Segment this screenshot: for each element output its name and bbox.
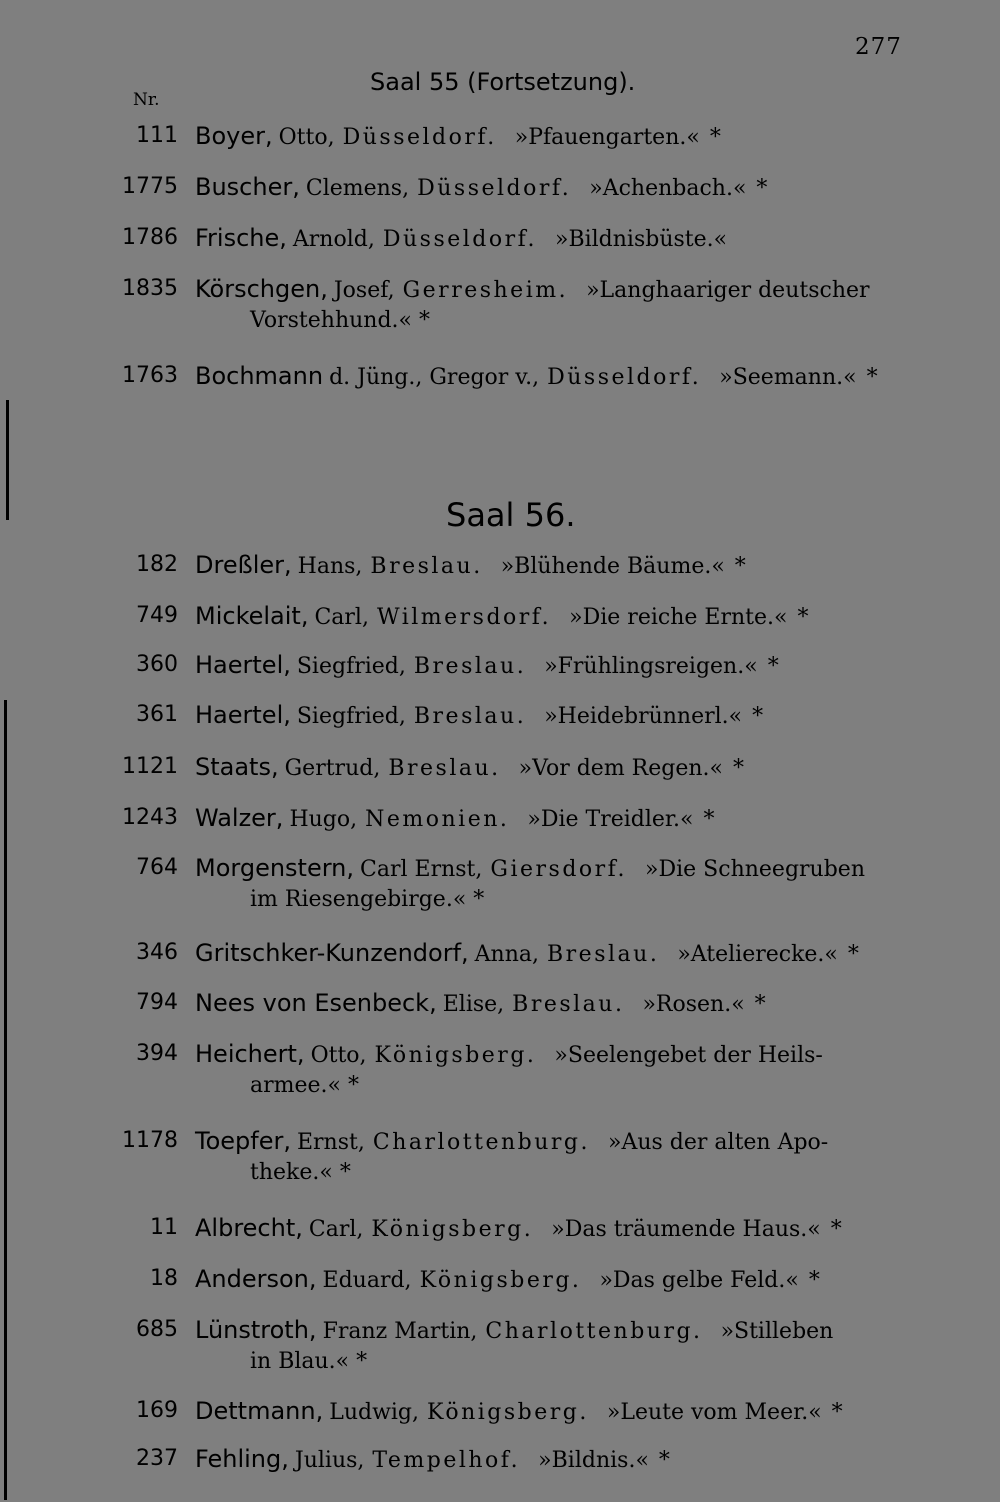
artwork-title: »Heidebrünnerl.« — [544, 704, 743, 729]
artist-first-name: Hans, — [297, 554, 363, 579]
entry-number: 11 — [150, 1215, 178, 1240]
artwork-title: »Leute vom Meer.« — [606, 1400, 822, 1425]
artwork-title: »Atelierecke.« — [677, 942, 838, 967]
artist-first-name: Josef, — [333, 278, 395, 303]
entry-mark: * — [754, 992, 766, 1017]
entry-text — [195, 1444, 905, 1476]
artist-city: Charlottenburg. — [485, 1319, 703, 1344]
artist-city: Breslau. — [413, 704, 527, 729]
artist-name: Bochmann — [195, 362, 324, 390]
artwork-title: »Pfauengarten.« — [514, 125, 700, 150]
entry-continuation: Vorstehhund.« * — [250, 308, 430, 333]
artwork-title: »Langhaariger deutscher — [586, 278, 870, 303]
entry-number: 764 — [136, 855, 178, 880]
entry-number: 1775 — [122, 174, 178, 199]
entry-number: 182 — [136, 552, 178, 577]
artist-city: Wilmersdorf. — [376, 605, 552, 630]
entry-number: 685 — [136, 1317, 178, 1342]
artwork-title: »Rosen.« — [642, 992, 745, 1017]
entry-number: 794 — [136, 990, 178, 1015]
artist-first-name: Carl Ernst, — [360, 857, 483, 882]
artist-city: Breslau. — [413, 654, 527, 679]
entry-text — [195, 1039, 905, 1071]
entry-continuation: im Riesengebirge.« * — [250, 887, 485, 912]
entry-mark: * — [831, 1400, 843, 1425]
entry-text — [195, 172, 905, 204]
artist-first-name: Franz Martin, — [322, 1319, 478, 1344]
entry-text — [195, 853, 905, 885]
artist-first-name: Siegfried, — [296, 704, 406, 729]
artwork-title: »Blühende Bäume.« — [500, 554, 725, 579]
entry-text — [195, 700, 905, 732]
artist-city: Düsseldorf. — [342, 125, 497, 150]
artwork-title: »Seelengebet der Heils- — [554, 1043, 823, 1068]
entry-text — [195, 550, 905, 582]
artwork-title: »Vor dem Regen.« — [518, 756, 723, 781]
entry-mark: * — [658, 1448, 670, 1473]
artist-name: Staats, — [195, 753, 279, 781]
entry-continuation: in Blau.« * — [250, 1349, 368, 1374]
entry-mark: * — [733, 756, 744, 781]
artwork-title: »Frühlingsreigen.« — [544, 654, 758, 679]
artist-name: Heichert, — [195, 1040, 305, 1068]
entry-mark: * — [734, 554, 746, 579]
artist-city: Breslau. — [388, 756, 501, 781]
entry-number: 1763 — [122, 363, 178, 388]
section-heading-saal-56: Saal 56. — [446, 496, 576, 534]
artist-first-name: Arnold, — [292, 227, 375, 252]
artist-name: Mickelait, — [195, 602, 309, 630]
artist-city: Königsberg. — [374, 1043, 537, 1068]
artist-name: Dettmann, — [195, 1397, 324, 1425]
artist-first-name: Julius, — [294, 1448, 365, 1473]
entry-number: 1178 — [122, 1128, 178, 1153]
artwork-title: »Die reiche Ernte.« — [569, 605, 788, 630]
entry-mark: * — [847, 942, 859, 967]
entry-text — [195, 938, 905, 970]
artist-name: Frische, — [195, 224, 287, 252]
artist-city: Königsberg. — [427, 1400, 589, 1425]
artist-first-name: Ludwig, — [329, 1400, 420, 1425]
entry-number: 749 — [136, 603, 178, 628]
artist-name: Walzer, — [195, 804, 284, 832]
artist-city: Königsberg. — [419, 1268, 582, 1293]
artist-city: Breslau. — [547, 942, 660, 967]
artist-name: Albrecht, — [195, 1214, 303, 1242]
artist-first-name: Carl, — [314, 605, 369, 630]
artist-first-name: Gertrud, — [284, 756, 381, 781]
artist-name: Körschgen, — [195, 275, 328, 303]
entry-number: 111 — [136, 123, 178, 148]
artist-city: Breslau. — [370, 554, 483, 579]
artist-first-name: Siegfried, — [296, 654, 406, 679]
entry-number: 1835 — [122, 276, 178, 301]
entry-text — [195, 988, 905, 1020]
artist-name: Lünstroth, — [195, 1316, 317, 1344]
entry-mark: * — [808, 1268, 820, 1293]
artist-name: Haertel, — [195, 651, 291, 679]
entry-number: 361 — [136, 702, 178, 727]
artist-city: Düsseldorf. — [417, 176, 572, 201]
artist-city: Breslau. — [512, 992, 625, 1017]
entry-mark: * — [830, 1217, 842, 1242]
artwork-title: »Bildnis.« — [538, 1448, 649, 1473]
artwork-title: »Achenbach.« — [589, 176, 747, 201]
entry-text — [195, 752, 905, 784]
entry-number: 394 — [136, 1041, 178, 1066]
artist-name: Fehling, — [195, 1445, 289, 1473]
artist-first-name: Hugo, — [289, 807, 358, 832]
artwork-title: »Die Schneegruben — [645, 857, 865, 882]
artist-first-name: Eduard, — [322, 1268, 412, 1293]
entry-text — [195, 223, 905, 255]
artist-city: Giersdorf. — [490, 857, 628, 882]
entry-text — [195, 650, 905, 682]
entry-number: 1243 — [122, 805, 178, 830]
artist-name: Buscher, — [195, 173, 300, 201]
artist-name: Morgenstern, — [195, 854, 355, 882]
entry-text — [195, 1213, 905, 1245]
section-heading-saal-55: Saal 55 (Fortsetzung). — [370, 68, 636, 96]
entry-text — [195, 121, 905, 153]
entry-mark: * — [703, 807, 715, 832]
artist-first-name: Clemens, — [305, 176, 410, 201]
artist-first-name: d. Jüng., Gregor v., — [329, 365, 540, 390]
artist-city: Düsseldorf. — [547, 365, 702, 390]
entry-text — [195, 601, 905, 633]
entry-mark: * — [866, 365, 878, 390]
artwork-title: »Stilleben — [720, 1319, 834, 1344]
entry-continuation: armee.« * — [250, 1073, 359, 1098]
page-number: 277 — [855, 34, 902, 60]
entry-text — [195, 1264, 905, 1296]
entry-number: 346 — [136, 940, 178, 965]
artist-city: Gerresheim. — [402, 278, 569, 303]
artist-first-name: Carl, — [308, 1217, 364, 1242]
artist-first-name: Ernst, — [296, 1130, 365, 1155]
artist-first-name: Elise, — [442, 992, 505, 1017]
artwork-title: »Bildnisbüste.« — [554, 227, 728, 252]
page-edge-mark — [6, 400, 9, 520]
entry-text — [195, 274, 905, 306]
artist-first-name: Otto, — [310, 1043, 367, 1068]
entry-text — [195, 803, 905, 835]
entry-mark: * — [797, 605, 809, 630]
entry-text — [195, 1315, 905, 1347]
artist-name: Toepfer, — [195, 1127, 291, 1155]
entry-number: 1121 — [122, 754, 178, 779]
artist-name: Gritschker-Kunzendorf, — [195, 939, 469, 967]
artist-city: Charlottenburg. — [372, 1130, 590, 1155]
entry-number: 237 — [136, 1446, 178, 1471]
artist-name: Boyer, — [195, 122, 273, 150]
entry-continuation: theke.« * — [250, 1160, 351, 1185]
artist-name: Dreßler, — [195, 551, 292, 579]
nr-column-label: Nr. — [133, 90, 160, 110]
entry-number: 169 — [136, 1398, 178, 1423]
artwork-title: »Seemann.« — [719, 365, 857, 390]
entry-number: 360 — [136, 652, 178, 677]
artist-first-name: Otto, — [278, 125, 335, 150]
artist-city: Tempelhof. — [372, 1448, 521, 1473]
artist-city: Nemonien. — [365, 807, 510, 832]
page-edge-mark — [4, 700, 7, 1500]
entry-number: 18 — [150, 1266, 178, 1291]
artist-name: Anderson, — [195, 1265, 317, 1293]
entry-text — [195, 361, 905, 393]
entry-mark: * — [767, 654, 779, 679]
entry-text — [195, 1396, 905, 1428]
entry-mark: * — [709, 125, 721, 150]
artist-city: Düsseldorf. — [382, 227, 537, 252]
entry-mark: * — [756, 176, 768, 201]
artwork-title: »Aus der alten Apo- — [608, 1130, 829, 1155]
artist-city: Königsberg. — [371, 1217, 534, 1242]
entry-text — [195, 1126, 905, 1158]
artist-name: Nees von Esenbeck, — [195, 989, 437, 1017]
entry-mark: * — [752, 704, 764, 729]
artwork-title: »Die Treidler.« — [527, 807, 694, 832]
artwork-title: »Das gelbe Feld.« — [599, 1268, 799, 1293]
artwork-title: »Das träumende Haus.« — [551, 1217, 821, 1242]
artist-name: Haertel, — [195, 701, 291, 729]
artist-first-name: Anna, — [474, 942, 539, 967]
entry-number: 1786 — [122, 225, 178, 250]
